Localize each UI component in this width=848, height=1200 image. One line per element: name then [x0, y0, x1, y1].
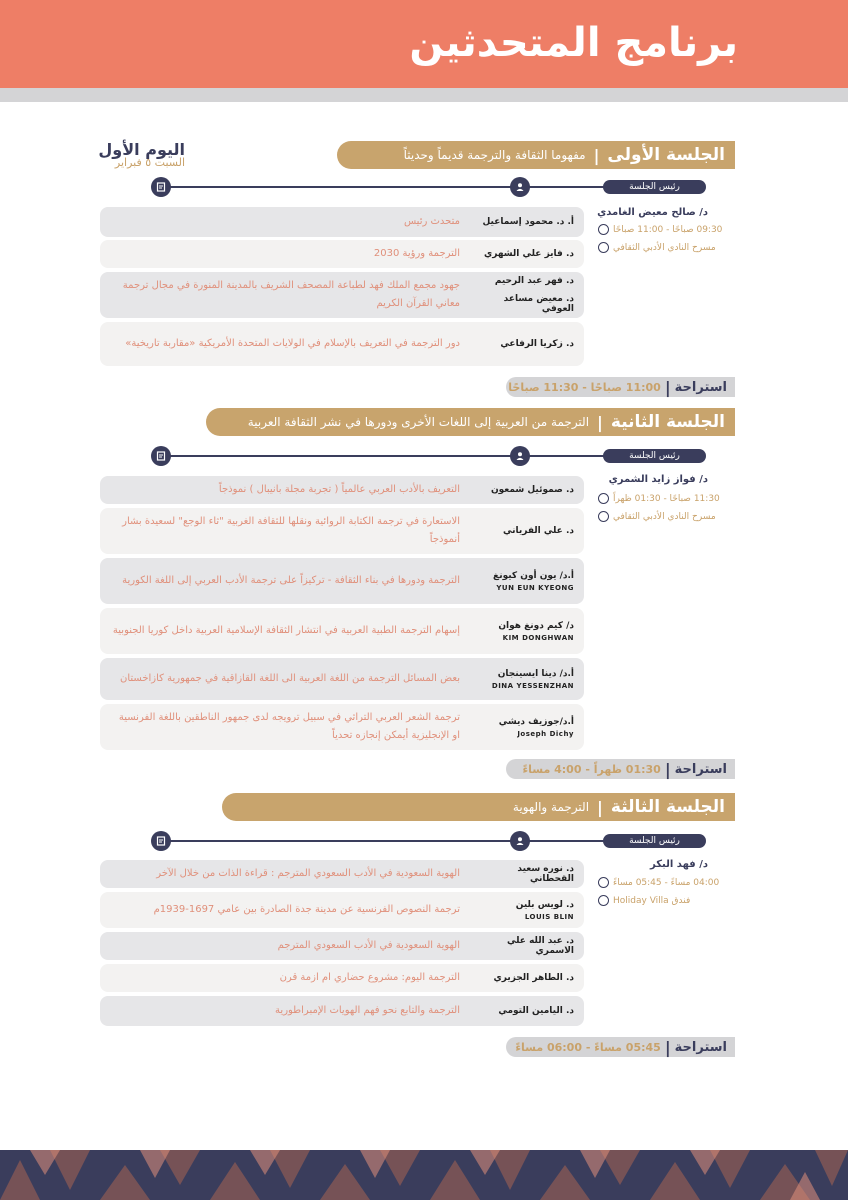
separator: | [664, 1037, 671, 1057]
document-icon [151, 446, 171, 466]
speaker-topic-text: الهوية السعودية في الأدب السعودي المترجم [277, 940, 460, 951]
speaker-topic-text: بعض المسائل الترجمة من اللغة العربية الى اللغة القازاقية في جمهورية كازاخستان [120, 673, 460, 684]
timeline-line [160, 186, 606, 188]
speaker-topic-text: الترجمة والتابع نحو فهم الهويات الإمبراطورية [275, 1005, 460, 1016]
separator: | [597, 412, 603, 432]
speaker-name [474, 272, 584, 318]
day-date: السبت ٥ فبراير [114, 156, 185, 169]
speaker-name-text: د. نوره سعيد القحطاني [517, 864, 574, 884]
speaker-topic [110, 322, 460, 366]
speaker-topic-text: متحدث رئيس [403, 216, 460, 227]
speaker-name-text: د. لويس بلين [515, 899, 574, 910]
session-banner [206, 408, 735, 436]
speaker-topic-text: دور الترجمة في التعريف بالإسلام في الولايات المتحدة الأمريكية «مقاربة تاريخية» [125, 338, 460, 349]
speaker-name-text: د. فهر عبد الرحيم [494, 276, 574, 286]
session-banner [337, 141, 735, 169]
speaker-topic [110, 207, 460, 237]
session-banner [222, 793, 735, 821]
session-name: الجلسة الثانية [610, 412, 725, 432]
speaker-topic [110, 658, 460, 700]
session-name: الجلسة الثالثة [610, 797, 725, 817]
chair-location [598, 242, 728, 253]
speaker-name [474, 704, 584, 750]
speaker-row [100, 964, 584, 992]
speaker-name [474, 658, 584, 700]
speaker-topic-text: الاستعارة في ترجمة الكتابة الروائية ونقلها للثقافة الغربية "ثاء الوجع" لسعيدة بشار أنموذجاً [122, 516, 460, 545]
speaker-topic [110, 608, 460, 654]
speaker-name [474, 558, 584, 604]
session-name: الجلسة الأولى [607, 145, 725, 165]
separator: | [593, 145, 600, 165]
chair-time [598, 493, 728, 504]
speaker-row [100, 508, 584, 554]
break-time: 05:45 مساءً - 06:00 مساءً [515, 1040, 661, 1054]
break-label: استراحة [674, 761, 727, 777]
speaker-name [474, 240, 584, 268]
speaker-name [474, 476, 584, 504]
speaker-latin-name: LOUIS BLIN [524, 912, 574, 921]
speaker-name-text: د. علي الفرياني [502, 526, 574, 536]
speaker-name-text: أ.د/جوزيف ديشي [498, 716, 574, 727]
day-title: اليوم الأول [98, 140, 185, 159]
separator: | [664, 377, 671, 397]
speaker-row [100, 932, 584, 960]
speaker-name-text: د. فايز علي الشهري [483, 249, 574, 259]
speaker-topic [110, 964, 460, 992]
speaker-latin-name: YUN EUN KYEONG [496, 583, 574, 592]
speaker-topic-text: ترجمة النصوص الفرنسية عن مدينة جدة الصادرة بين عامي 1697-1939م [153, 904, 460, 915]
speaker-name [474, 322, 584, 366]
separator: | [597, 797, 603, 817]
document-icon [151, 831, 171, 851]
timeline-line [160, 840, 606, 842]
chair-name: د/ فهد البكر [650, 859, 708, 870]
speaker-topic [110, 558, 460, 604]
speaker-latin-name: DINA YESSENZHAN [491, 681, 574, 690]
speaker-name-text: د/ كيم دونغ هوان [498, 620, 574, 631]
speaker-name-text: د. الطاهر الجزيري [493, 973, 574, 983]
speaker-row [100, 658, 584, 700]
speaker-name [474, 207, 584, 237]
clock-icon [598, 493, 609, 504]
chair-name: د/ فواز زايد الشمري [608, 474, 708, 485]
chair-time-text: 04:00 مساءً - 05:45 مساءً [613, 877, 720, 888]
chair-location-text: فندق Holiday Villa [613, 895, 691, 906]
speaker-row [100, 322, 584, 366]
speaker-topic-text: الترجمة ودورها في بناء الثقافة - تركيزاً على ترجمة الأدب العربي إلى اللغة الكورية [122, 575, 460, 586]
speaker-name [474, 860, 584, 888]
speaker-name-text-2: د. معيض مساعد العوفي [503, 294, 574, 314]
speaker-topic [110, 892, 460, 928]
speaker-topic [110, 476, 460, 504]
speaker-row [100, 558, 584, 604]
speaker-topic [110, 996, 460, 1026]
timeline-line [160, 455, 606, 457]
person-icon [510, 446, 530, 466]
speaker-name-text: د. زكريا الرفاعي [500, 339, 574, 349]
speaker-name [474, 508, 584, 554]
chair-label: رئيس الجلسة [603, 449, 706, 463]
speaker-name-text: د. صموئيل شمعون [490, 485, 574, 495]
location-pin-icon [598, 895, 609, 906]
speaker-topic [110, 932, 460, 960]
chair-location [598, 511, 728, 522]
separator: | [664, 759, 671, 779]
speaker-topic-text: جهود مجمع الملك فهد لطباعة المصحف الشريف بالمدينة المنورة في مجال ترجمة معاني القرآن الكريم [122, 280, 460, 309]
speaker-name [474, 932, 584, 960]
speaker-topic-text: التعريف بالأدب العربي عالمياً ( تجربة مجلة بانيبال ) نموذجاً [218, 484, 460, 495]
speaker-name [474, 608, 584, 654]
chair-label: رئيس الجلسة [603, 834, 706, 848]
speaker-name [474, 892, 584, 928]
session-topic: مفهوما الثقافة والترجمة قديماً وحديثاً [403, 148, 586, 162]
speaker-topic-text: ترجمة الشعر العربي التراثي في سبيل ترويجه لدى جمهور الناطقين باللغة الفرنسية او الإنجليزية أيمكن إنجازه تحدياً [118, 712, 460, 741]
chair-time-text: 11:30 صباحًا - 01:30 ظهراً [613, 493, 720, 504]
header-strip [0, 88, 848, 102]
speaker-topic [110, 860, 460, 888]
page-title: برنامج المتحدثين [409, 20, 738, 66]
speaker-name-text: أ. د. محمود إسماعيل [482, 217, 574, 227]
speaker-row [100, 860, 584, 888]
chair-time [598, 224, 728, 235]
person-icon [510, 831, 530, 851]
speaker-name [474, 964, 584, 992]
footer-pattern [0, 1150, 848, 1200]
break-time: 01:30 ظهراً - 4:00 مساءً [522, 762, 661, 776]
speaker-topic [110, 240, 460, 268]
document-icon [151, 177, 171, 197]
speaker-row [100, 272, 584, 318]
session-topic: الترجمة من العربية إلى اللغات الأخرى ودورها في نشر الثقافة العربية [247, 415, 590, 429]
speaker-name-text: أ.د/ دينا ايسينجان [497, 668, 574, 679]
location-pin-icon [598, 242, 609, 253]
speaker-name-text: د. اليامين التومي [498, 1006, 574, 1016]
speaker-name-text: أ.د/ يون أون كيونغ [493, 570, 574, 581]
break-pill [506, 377, 735, 397]
break-label: استراحة [674, 1039, 727, 1055]
chair-location-text: مسرح النادي الأدبي الثقافي [613, 242, 716, 253]
triangle-pattern-icon [0, 1150, 848, 1200]
person-icon [510, 177, 530, 197]
chair-location [598, 895, 728, 906]
speaker-row [100, 476, 584, 504]
speaker-latin-name: KIM DONGHWAN [502, 633, 574, 642]
speaker-name-text: د. عبد الله علي الاسمري [507, 936, 574, 956]
session-topic: الترجمة والهوية [512, 800, 590, 814]
speaker-latin-name: Joseph Dichy [517, 729, 574, 738]
speaker-topic [110, 272, 460, 318]
chair-time-text: 09:30 صباحًا - 11:00 صباحًا [613, 224, 723, 235]
speaker-topic [110, 704, 460, 750]
clock-icon [598, 877, 609, 888]
speaker-row [100, 240, 584, 268]
speaker-topic-text: الترجمة اليوم: مشروع حضاري ام ازمة قرن [279, 972, 460, 983]
break-pill [506, 1037, 735, 1057]
chair-time [598, 877, 728, 888]
speaker-topic-text: الترجمة ورؤية 2030 [373, 248, 460, 259]
chair-location-text: مسرح النادي الأدبي الثقافي [613, 511, 716, 522]
break-label: استراحة [674, 379, 727, 395]
speaker-row [100, 207, 584, 237]
break-time: 11:00 صباحًا - 11:30 صباحًا [508, 380, 661, 394]
speaker-name [474, 996, 584, 1026]
location-pin-icon [598, 511, 609, 522]
chair-name: د/ صالح معيض الغامدي [597, 207, 708, 218]
speaker-topic-text: إسهام الترجمة الطبية العربية في انتشار الثقافة الإسلامية العربية داخل كوريا الجنوبية [112, 625, 460, 636]
chair-label: رئيس الجلسة [603, 180, 706, 194]
speaker-topic-text: الهوية السعودية في الأدب السعودي المترجم : قراءة الذات من خلال الآخر [156, 868, 460, 879]
speaker-row [100, 608, 584, 654]
clock-icon [598, 224, 609, 235]
break-pill [506, 759, 735, 779]
speaker-topic [110, 508, 460, 554]
speaker-row [100, 996, 584, 1026]
speaker-row [100, 892, 584, 928]
speaker-row [100, 704, 584, 750]
